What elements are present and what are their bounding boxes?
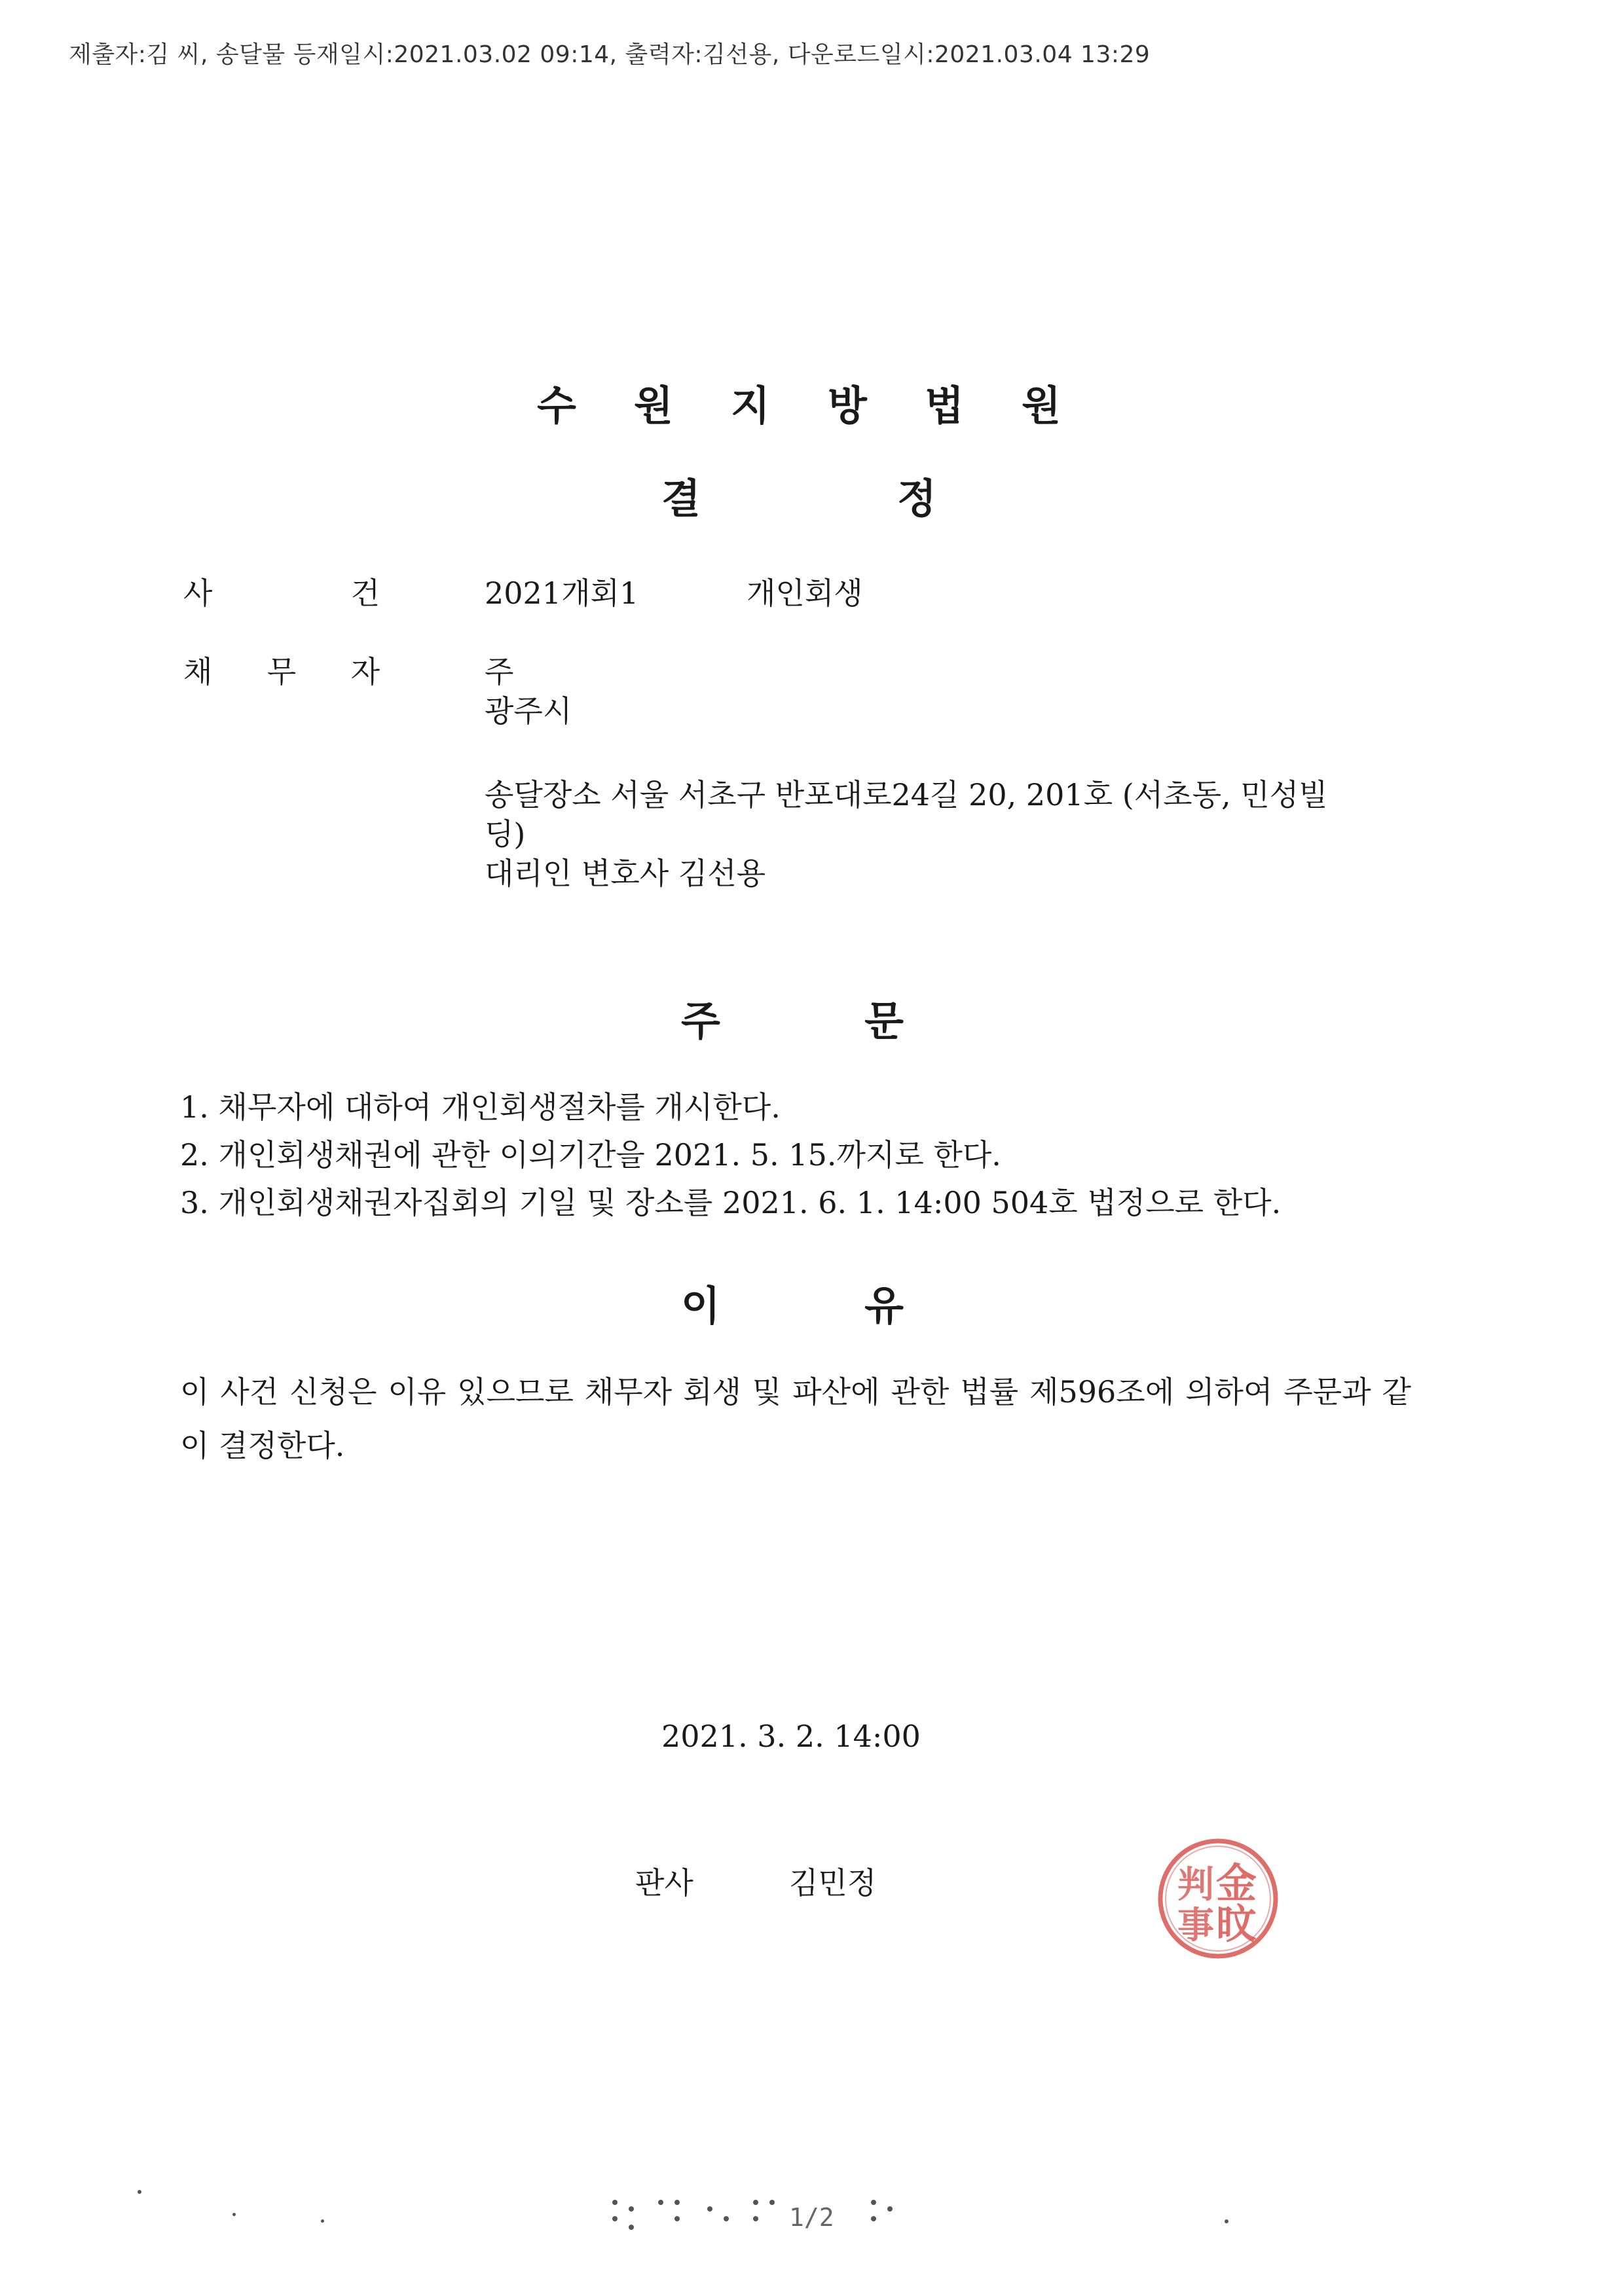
- decision-date: 2021. 3. 2. 14:00: [661, 1719, 921, 1754]
- doc-title-char: 결: [661, 475, 701, 522]
- reason-heading-char: 이: [681, 1282, 720, 1330]
- reason-heading: [681, 1273, 904, 1332]
- order-heading: [681, 989, 904, 1047]
- reason-text: 이 사건 신청은 이유 있으므로 채무자 회생 및 파산에 관한 법률 제596조에 의하여 주문과 같이 결정한다.: [180, 1374, 1411, 1463]
- debtor-address: 광주시: [485, 693, 572, 729]
- footer-braille-dots: [609, 2193, 910, 2239]
- svg-text:金: 金: [1215, 1859, 1257, 1907]
- order-heading-char: 문: [864, 997, 904, 1045]
- order-item: 3. 개인회생채권자집회의 기일 및 장소를 2021. 6. 1. 14:00 504호 법정으로 한다.: [180, 1185, 1282, 1220]
- debtor-label-char: 채: [183, 654, 213, 689]
- order-item: 1. 채무자에 대하여 개인회생절차를 개시한다.: [180, 1089, 781, 1125]
- download-header: 제출자:김 씨, 송달물 등재일시:2021.03.02 09:14, 출력자:김선용, 다운로드일시:2021.03.04 13:29: [69, 41, 1151, 68]
- page-number: 1/2: [789, 2203, 834, 2232]
- judge-title: 판사: [635, 1865, 693, 1901]
- court-name: [537, 373, 1061, 431]
- doc-title-char: 정: [897, 475, 936, 522]
- delivery-place-cont: 딩): [485, 816, 526, 852]
- judge-name: 김민정: [789, 1865, 877, 1901]
- court-char: 법: [925, 382, 964, 429]
- debtor-label-char: 자: [350, 654, 380, 689]
- order-heading-char: 주: [681, 997, 720, 1045]
- court-char: 지: [731, 382, 770, 429]
- delivery-place: 송달장소 서울 서초구 반포대로24길 20, 201호 (서초동, 민성빌: [485, 777, 1328, 812]
- debtor-label: [183, 648, 380, 691]
- document-title: [661, 466, 936, 524]
- case-label-char: 사: [183, 575, 213, 611]
- reason-heading-char: 유: [864, 1282, 904, 1330]
- court-char: 원: [1022, 382, 1061, 429]
- case-label: [183, 570, 380, 613]
- case-label-char: 건: [350, 575, 380, 611]
- case-number: 2021개회1: [485, 575, 639, 611]
- case-type: 개인회생: [747, 575, 863, 611]
- order-item: 2. 개인회생채권에 관한 이의기간을 2021. 5. 15.까지로 한다.: [180, 1137, 1001, 1173]
- svg-text:旼: 旼: [1215, 1900, 1257, 1948]
- debtor-line1: 주: [485, 654, 514, 689]
- court-char: 원: [634, 382, 673, 429]
- court-char: 방: [828, 382, 867, 429]
- svg-text:事: 事: [1177, 1904, 1214, 1947]
- svg-text:判: 判: [1177, 1863, 1214, 1906]
- judge-seal-icon: [1153, 1833, 1283, 1964]
- debtor-label-char: 무: [267, 654, 297, 689]
- court-char: 수: [537, 382, 576, 429]
- debtor-agent: 대리인 변호사 김선용: [485, 856, 766, 891]
